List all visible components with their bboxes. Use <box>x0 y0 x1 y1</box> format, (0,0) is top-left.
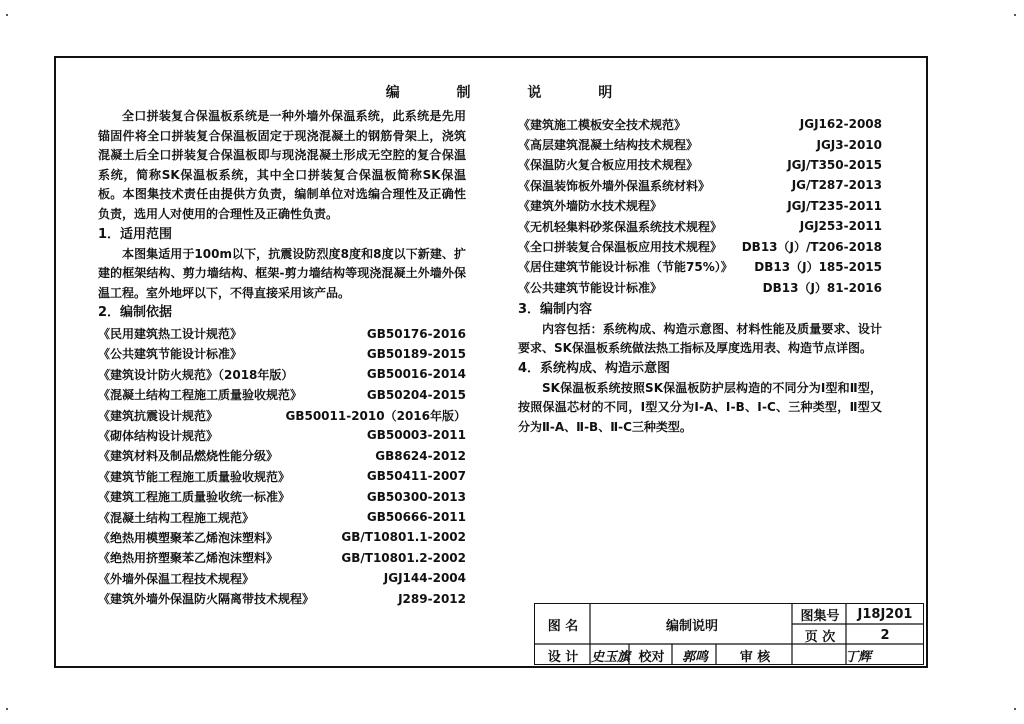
reference-code: GB/T10801.2-2002 <box>341 550 466 565</box>
title-block <box>534 603 924 665</box>
reference-code: GB/T10801.1-2002 <box>341 530 466 545</box>
reference-name: 《建筑设计防火规范》（2018年版） <box>98 367 294 382</box>
reference-code: GB50189-2015 <box>366 346 466 361</box>
reference-name: 《保温装饰板外墙外保温系统材料》 <box>518 178 711 193</box>
reference-code: JGJ162-2008 <box>799 117 882 132</box>
reference-row <box>518 175 882 195</box>
jiaodui-label: 校对 <box>638 649 665 665</box>
tuming-label: 图 名 <box>547 619 579 634</box>
reference-row <box>518 114 882 134</box>
reference-row <box>518 155 882 175</box>
reference-code: DB13（J）/T206-2018 <box>741 240 882 255</box>
reference-list <box>98 323 466 608</box>
reference-row <box>98 486 466 506</box>
reference-list-continued <box>518 114 882 298</box>
reference-row <box>98 323 466 343</box>
reference-name: 《建筑外墙外保温防火隔离带技术规程》 <box>98 592 315 607</box>
reference-name: 《高层建筑混凝土结构技术规程》 <box>518 138 699 153</box>
reference-code: GB50411-2007 <box>366 469 466 484</box>
reference-name: 《建筑工程施工质量验收统一标准》 <box>98 490 291 505</box>
reference-name: 《全口拼装复合保温板应用技术规程》 <box>518 240 723 255</box>
reference-code: GB8624-2012 <box>375 448 466 463</box>
section1-heading: 1．适用范围 <box>98 226 173 242</box>
reference-code: JGJ144-2004 <box>383 571 466 586</box>
reference-code: JG/T287-2013 <box>791 178 882 193</box>
reference-name: 《居住建筑节能设计标准（节能75%）》 <box>518 260 733 275</box>
sheji-label: 设 计 <box>547 649 579 665</box>
yeci-label: 页 次 <box>804 629 836 645</box>
section4-heading: 4．系统构成、构造示意图 <box>518 360 671 376</box>
reference-name: 《建筑节能工程施工质量验收规范》 <box>98 469 291 484</box>
yeci-value: 2 <box>880 627 890 643</box>
shenhe-label: 审 核 <box>739 649 771 665</box>
reference-row <box>98 568 466 588</box>
reference-code: JGJ/T235-2011 <box>787 198 882 213</box>
tuming-value: 编制说明 <box>665 619 718 634</box>
reference-code: DB13（J）185-2015 <box>754 260 882 275</box>
reference-name: 《建筑外墙防水技术规程》 <box>518 199 663 214</box>
sheji-signature: 史玉旗 <box>591 649 631 665</box>
reference-name: 《混凝土结构工程施工质量验收规范》 <box>98 388 303 403</box>
section1-text: 本图集适用于100m以下，抗震设防烈度8度和8度以下新建、扩建的框架结构、剪力墙结构、框架-剪力墙结构等现浇混凝土外墙外保温工程。室外地坪以下，不得直接采用该产品。 <box>98 246 466 300</box>
reference-row <box>98 527 466 547</box>
reference-row <box>98 466 466 486</box>
reference-name: 《绝热用模塑聚苯乙烯泡沫塑料》 <box>98 530 279 545</box>
reference-name: 《无机轻集料砂浆保温系统技术规程》 <box>518 219 723 234</box>
reference-row <box>98 507 466 527</box>
reference-name: 《建筑材料及制品燃烧性能分级》 <box>98 449 279 464</box>
reference-row <box>98 344 466 364</box>
reference-name: 《建筑抗震设计规范》 <box>98 408 219 423</box>
reference-row <box>518 236 882 256</box>
reference-code: GB50016-2014 <box>366 367 466 382</box>
reference-name: 《外墙外保温工程技术规程》 <box>98 571 255 586</box>
reference-name: 《建筑施工模板安全技术规范》 <box>518 117 687 132</box>
corner-mark <box>1014 14 1016 16</box>
reference-code: GB50204-2015 <box>366 387 466 402</box>
reference-row <box>518 134 882 154</box>
reference-code: JGJ3-2010 <box>816 137 882 152</box>
reference-row <box>98 385 466 405</box>
shenhe-signature: 丁辉 <box>844 649 871 665</box>
reference-row <box>98 425 466 445</box>
section4-text: SK保温板系统按照SK保温板防护层构造的不同分为Ⅰ型和Ⅱ型，按照保温芯材的不同，Ⅰ型又分为Ⅰ-A、Ⅰ-B、Ⅰ-C、三种类型，Ⅱ型又分为Ⅱ-A、Ⅱ-B、Ⅱ-C三种类型。 <box>518 380 882 434</box>
intro-paragraph: 全口拼装复合保温板系统是一种外墙外保温系统，此系统是先用锚固件将全口拼装复合保温板固定于现浇混凝土的钢筋骨架上，浇筑混凝土后全口拼装复合保温板即与现浇混凝土形成无空腔的复合保温系统，简称SK保温板系统，其中全口拼装复合保温板简称SK保温板。本图集技术责任由提供方负责，编制单位对选编合理性及正确性负责，选用人对使用的合理性及正确性负责。 <box>98 109 466 221</box>
right-column <box>518 114 882 437</box>
reference-code: JGJ253-2011 <box>799 219 882 234</box>
reference-code: GB50011-2010（2016年版） <box>285 408 466 423</box>
reference-name: 《绝热用挤塑聚苯乙烯泡沫塑料》 <box>98 551 279 566</box>
reference-name: 《公共建筑节能设计标准》 <box>98 347 243 362</box>
tujihao-label: 图集号 <box>800 609 840 624</box>
reference-code: J289-2012 <box>398 591 466 606</box>
corner-mark <box>1014 708 1016 710</box>
corner-mark <box>6 708 8 710</box>
tujihao-value: J18J201 <box>857 607 913 622</box>
reference-name: 《保温防火复合板应用技术规程》 <box>518 158 699 173</box>
section2-heading: 2．编制依据 <box>98 305 173 321</box>
reference-row <box>518 216 882 236</box>
reference-code: GB50003-2011 <box>366 428 466 443</box>
reference-name: 《混凝土结构工程施工规范》 <box>98 510 255 525</box>
corner-mark <box>6 14 8 16</box>
reference-code: GB50666-2011 <box>366 510 466 525</box>
reference-code: GB50300-2013 <box>366 489 466 504</box>
reference-code: GB50176-2016 <box>366 326 466 341</box>
reference-row <box>98 548 466 568</box>
reference-name: 《公共建筑节能设计标准》 <box>518 280 663 295</box>
reference-code: JGJ/T350-2015 <box>787 157 882 172</box>
section3-text: 内容包括：系统构成、构造示意图、材料性能及质量要求、设计要求、SK保温板系统做法热工指标及厚度选用表、构造节点详图。 <box>518 321 882 356</box>
left-column <box>98 107 466 609</box>
reference-row <box>98 446 466 466</box>
reference-row <box>98 405 466 425</box>
jiaodui-signature: 郭鸣 <box>681 649 708 665</box>
reference-row <box>518 257 882 277</box>
page-title: 编 制 说 明 <box>385 85 639 101</box>
reference-name: 《民用建筑热工设计规范》 <box>98 327 243 342</box>
reference-row <box>98 588 466 608</box>
reference-row <box>518 196 882 216</box>
section3-heading: 3．编制内容 <box>518 301 593 317</box>
reference-row <box>98 364 466 384</box>
reference-row <box>518 277 882 297</box>
reference-code: DB13（J）81-2016 <box>762 280 882 295</box>
reference-name: 《砌体结构设计规范》 <box>98 428 219 443</box>
